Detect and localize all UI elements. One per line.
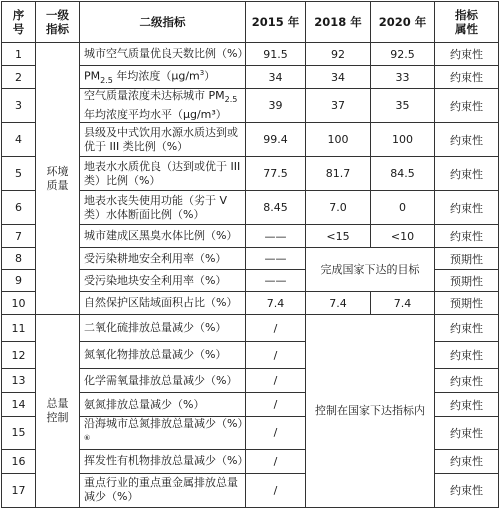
category-env: 环境 质量 (36, 43, 80, 315)
value-2015: 8.45 (246, 191, 306, 225)
header-no: 序 号 (2, 2, 36, 43)
row-no: 13 (2, 369, 36, 393)
row-indicator: 氨氮排放总量减少（%） (80, 393, 246, 417)
value-2015: —— (246, 225, 306, 248)
value-2015: / (246, 417, 306, 450)
value-2015: 39 (246, 89, 306, 123)
value-2020: 0 (371, 191, 435, 225)
indicator-text: ） (204, 69, 216, 83)
row-attr: 约束性 (435, 369, 499, 393)
header-row (2, 2, 499, 43)
row-attr: 约束性 (435, 449, 499, 473)
indicator-text: 空气质量浓度未达标城市 PM (84, 89, 225, 103)
indicator-text: PM (84, 69, 101, 83)
row-no: 11 (2, 315, 36, 342)
row-indicator: 县级及中式饮用水源水质达到或优于 III 类比例（%） (80, 123, 246, 157)
row-attr: 约束性 (435, 473, 499, 507)
row-indicator: 自然保护区陆域面积占比（%） (80, 292, 246, 315)
row-attr: 约束性 (435, 342, 499, 369)
table-row (2, 43, 499, 66)
row-no: 7 (2, 225, 36, 248)
value-2015: / (246, 393, 306, 417)
table-row (2, 315, 499, 342)
row-indicator (80, 66, 246, 89)
value-2015: / (246, 449, 306, 473)
row-no: 1 (2, 43, 36, 66)
row-attr: 预期性 (435, 292, 499, 315)
row-attr: 约束性 (435, 417, 499, 450)
row-attr: 约束性 (435, 123, 499, 157)
row-attr: 预期性 (435, 270, 499, 292)
row-attr: 预期性 (435, 248, 499, 270)
row-attr: 约束性 (435, 315, 499, 342)
row-indicator (80, 89, 246, 123)
row-attr: 约束性 (435, 157, 499, 191)
value-2020: 33 (371, 66, 435, 89)
row-attr: 约束性 (435, 89, 499, 123)
value-2015: / (246, 342, 306, 369)
indicator-superscript: 3 (199, 69, 205, 78)
row-indicator: 氮氧化物排放总量减少（%） (80, 342, 246, 369)
value-2020: 100 (371, 123, 435, 157)
row-attr: 约束性 (435, 66, 499, 89)
value-2015: 91.5 (246, 43, 306, 66)
row-no: 15 (2, 417, 36, 450)
header-2020: 2020 年 (371, 2, 435, 43)
value-2015: / (246, 473, 306, 507)
footnote-marker: ⑥ (84, 434, 91, 442)
value-2018: <15 (306, 225, 371, 248)
value-2020: 84.5 (371, 157, 435, 191)
header-indicator: 二级指标 (80, 2, 246, 43)
row-indicator (80, 417, 249, 450)
value-2018: 100 (306, 123, 371, 157)
indicator-text: 年均浓度（μg/m (112, 69, 200, 83)
row-indicator: 受污染地块安全利用率（%） (80, 270, 246, 292)
row-no: 9 (2, 270, 36, 292)
row-no: 8 (2, 248, 36, 270)
row-no: 4 (2, 123, 36, 157)
category-total: 总量 控制 (36, 315, 80, 508)
row-indicator: 地表水水质优良（达到或优于 III 类）比例（%） (80, 157, 246, 191)
row-no: 10 (2, 292, 36, 315)
row-indicator: 城市空气质量优良天数比例（%） (80, 43, 246, 66)
value-2018: 34 (306, 66, 371, 89)
header-2015: 2015 年 (246, 2, 306, 43)
indicator-table (1, 1, 499, 508)
row-attr: 约束性 (435, 191, 499, 225)
row-indicator: 地表水丧失使用功能（劣于 V 类）水体断面比例（%） (80, 191, 246, 225)
merged-control-note: 控制在国家下达指标内 (306, 315, 435, 508)
value-2018: 7.4 (306, 292, 371, 315)
row-no: 12 (2, 342, 36, 369)
row-attr: 约束性 (435, 43, 499, 66)
indicator-text: 沿海城市总氮排放总量减少（%） (84, 417, 249, 430)
value-2015: —— (246, 248, 306, 270)
value-2020: 7.4 (371, 292, 435, 315)
value-2018: 7.0 (306, 191, 371, 225)
value-2015: 34 (246, 66, 306, 89)
row-attr: 约束性 (435, 393, 499, 417)
header-2018: 2018 年 (306, 2, 371, 43)
header-attr: 指标 属性 (435, 2, 499, 43)
indicator-subscript: 2.5 (100, 75, 113, 85)
row-no: 17 (2, 473, 36, 507)
value-2020: 35 (371, 89, 435, 123)
value-2015: / (246, 315, 306, 342)
value-2018: 92 (306, 43, 371, 66)
row-indicator: 受污染耕地安全利用率（%） (80, 248, 246, 270)
value-2015: 77.5 (246, 157, 306, 191)
row-indicator: 化学需氧量排放总量减少（%） (80, 369, 246, 393)
value-2018: 37 (306, 89, 371, 123)
value-2015: / (246, 369, 306, 393)
row-attr: 约束性 (435, 225, 499, 248)
row-indicator: 二氧化硫排放总量减少（%） (80, 315, 246, 342)
row-indicator: 城市建成区黑臭水体比例（%） (80, 225, 246, 248)
row-no: 16 (2, 449, 36, 473)
row-indicator: 重点行业的重点重金属排放总量减少（%） (80, 473, 246, 507)
row-no: 6 (2, 191, 36, 225)
row-no: 2 (2, 66, 36, 89)
value-2015: —— (246, 270, 306, 292)
indicator-text: 年均浓度平均水平（μg/m³） (84, 107, 227, 121)
row-no: 14 (2, 393, 36, 417)
value-2015: 99.4 (246, 123, 306, 157)
merged-target-note: 完成国家下达的目标 (306, 248, 435, 292)
value-2015: 7.4 (246, 292, 306, 315)
header-category: 一级 指标 (36, 2, 80, 43)
indicator-subscript: 2.5 (224, 95, 238, 105)
value-2020: 92.5 (371, 43, 435, 66)
value-2018: 81.7 (306, 157, 371, 191)
row-no: 5 (2, 157, 36, 191)
row-indicator: 挥发性有机物排放总量减少（%） (80, 449, 246, 473)
value-2020: <10 (371, 225, 435, 248)
row-no: 3 (2, 89, 36, 123)
